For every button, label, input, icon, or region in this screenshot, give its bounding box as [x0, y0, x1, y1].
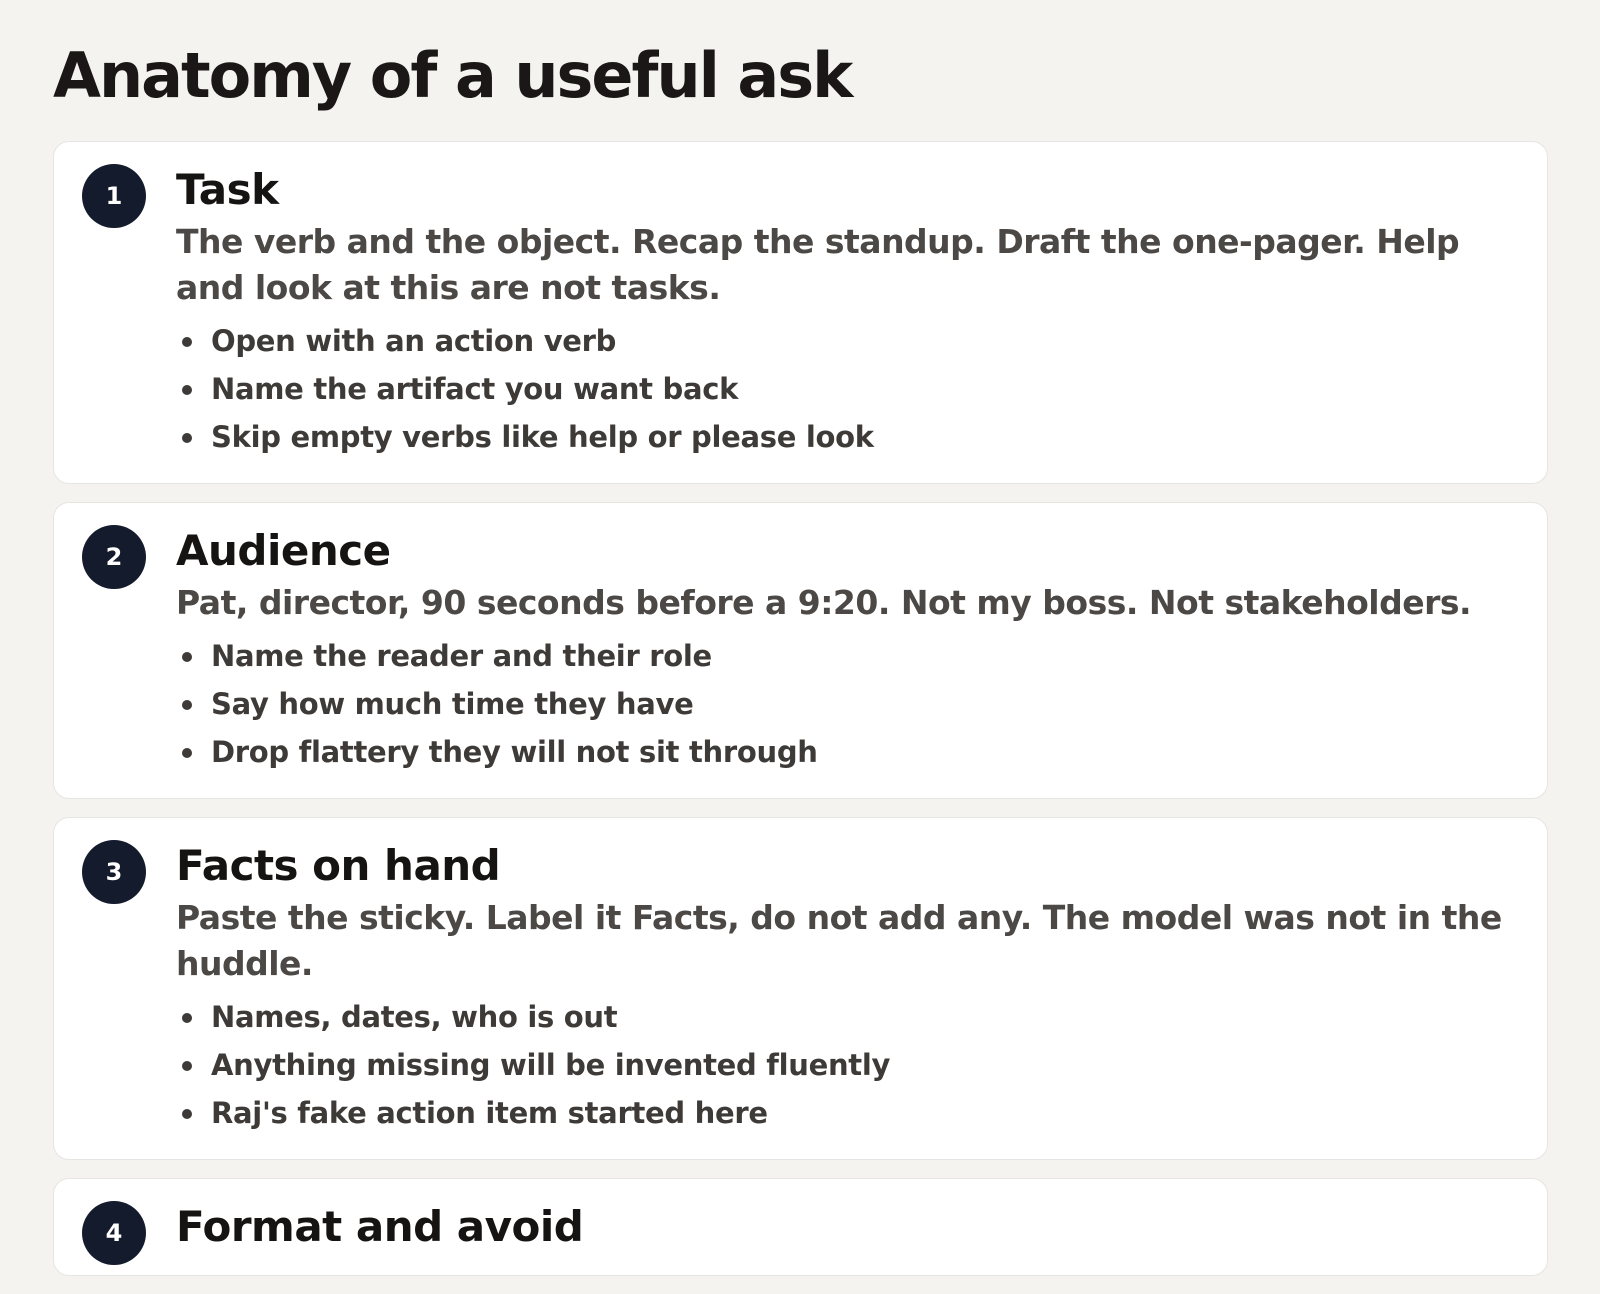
list-item	[176, 632, 1507, 680]
card-description: Paste the sticky. Label it Facts, do not add any. The model was not in the huddle.	[176, 898, 1502, 983]
card-title: Facts on hand	[176, 841, 501, 890]
bullet-dot-icon	[182, 652, 192, 662]
card-bullet-list	[176, 632, 1507, 776]
list-item-text: Anything missing will be invented fluently	[211, 1048, 891, 1082]
card-facts-on-hand	[53, 817, 1548, 1160]
card-bullet-list	[176, 317, 1507, 461]
list-item	[176, 993, 1507, 1041]
card-task	[53, 141, 1548, 484]
step-number-badge: 4	[82, 1201, 146, 1265]
bullet-dot-icon	[182, 337, 192, 347]
list-item-text: Drop flattery they will not sit through	[211, 735, 818, 769]
step-number-badge: 2	[82, 525, 146, 589]
card-bullet-list	[176, 993, 1507, 1137]
card-description: The verb and the object. Recap the standup. Draft the one-pager. Help and look at this are not tasks.	[176, 222, 1460, 307]
list-item	[176, 1089, 1507, 1137]
list-item-text: Open with an action verb	[211, 324, 617, 358]
card-title: Task	[176, 165, 279, 214]
step-number-badge: 1	[82, 164, 146, 228]
list-item-text: Raj's fake action item started here	[211, 1096, 768, 1130]
page-title: Anatomy of a useful ask	[53, 39, 852, 112]
list-item	[176, 1041, 1507, 1089]
bullet-dot-icon	[182, 1013, 192, 1023]
card-audience	[53, 502, 1548, 799]
list-item	[176, 728, 1507, 776]
page	[53, 0, 1548, 1294]
bullet-dot-icon	[182, 1061, 192, 1071]
bullet-dot-icon	[182, 700, 192, 710]
list-item-text: Names, dates, who is out	[211, 1000, 618, 1034]
list-item	[176, 365, 1507, 413]
list-item-text: Name the artifact you want back	[211, 372, 739, 406]
list-item	[176, 413, 1507, 461]
list-item-text: Say how much time they have	[211, 687, 694, 721]
list-item-text: Name the reader and their role	[211, 639, 712, 673]
list-item-text: Skip empty verbs like help or please look	[211, 420, 874, 454]
bullet-dot-icon	[182, 385, 192, 395]
bullet-dot-icon	[182, 433, 192, 443]
list-item	[176, 680, 1507, 728]
list-item	[176, 317, 1507, 365]
card-title: Audience	[176, 526, 391, 575]
card-format-and-avoid	[53, 1178, 1548, 1276]
bullet-dot-icon	[182, 1109, 192, 1119]
card-title: Format and avoid	[176, 1202, 584, 1251]
step-number-badge: 3	[82, 840, 146, 904]
card-description: Pat, director, 90 seconds before a 9:20. Not my boss. Not stakeholders.	[176, 583, 1472, 622]
bullet-dot-icon	[182, 748, 192, 758]
